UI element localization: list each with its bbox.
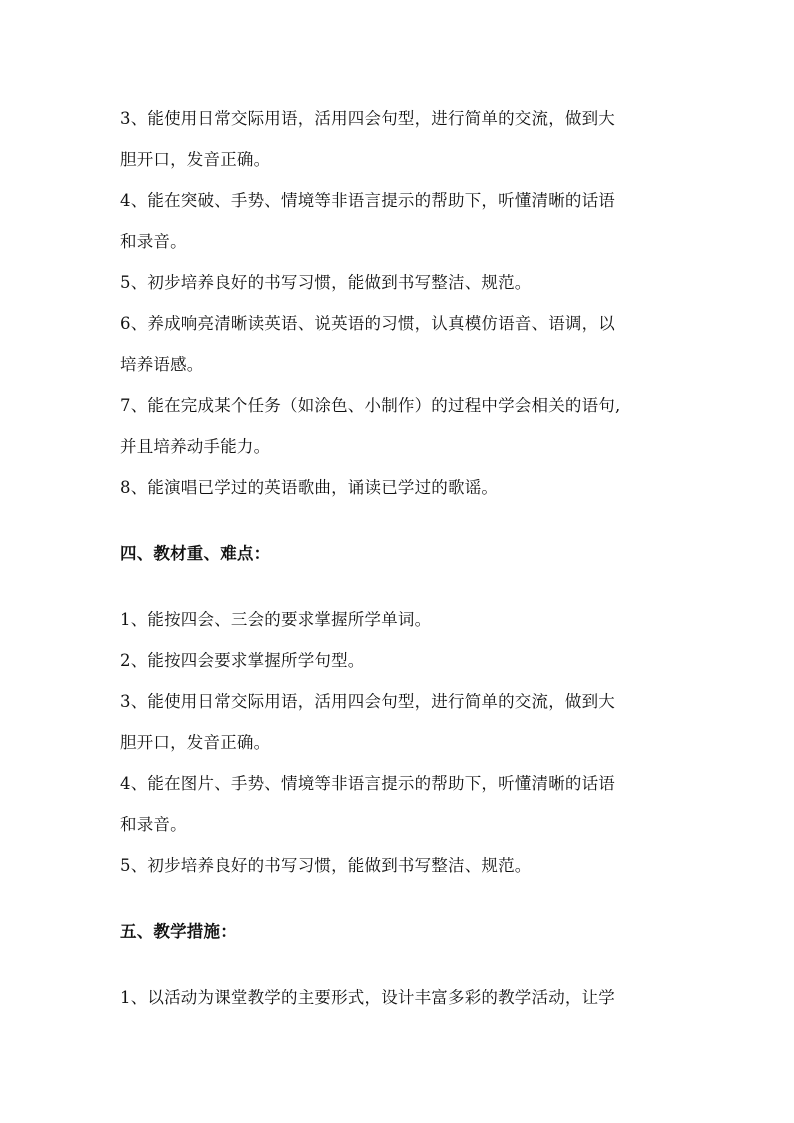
list-item-text: 1、以活动为课堂教学的主要形式，设计丰富多彩的教学活动，让学 (120, 988, 615, 1007)
section-spacer (120, 508, 680, 533)
list-item-text: 4、能在图片、手势、情境等非语言提示的帮助下，听懂清晰的话语 (120, 774, 615, 793)
section-spacer (120, 574, 680, 599)
list-item-text: 8、能演唱已学过的英语歌曲，诵读已学过的歌谣。 (120, 478, 499, 497)
list-item-text: 4、能在突破、手势、情境等非语言提示的帮助下，听懂清晰的话语 (120, 191, 615, 210)
list-item-text: 和录音。 (120, 815, 187, 834)
list-item-text: 3、能使用日常交际用语，活用四会句型，进行简单的交流，做到大 (120, 692, 615, 711)
section-spacer (120, 952, 680, 977)
list-item-text: 胆开口，发音正确。 (120, 733, 271, 752)
list-item-text: 胆开口，发音正确。 (120, 150, 271, 169)
list-item-text: 6、养成响亮清晰读英语、说英语的习惯，认真模仿语音、语调，以 (120, 314, 615, 333)
list-item-text: 3、能使用日常交际用语，活用四会句型，进行简单的交流，做到大 (120, 109, 615, 128)
section-spacer (120, 886, 680, 911)
section-heading: 四、教材重、难点： (120, 544, 271, 563)
list-item-text: 培养语感。 (120, 355, 204, 374)
list-item-text: 5、初步培养良好的书写习惯，能做到书写整洁、规范。 (120, 856, 532, 875)
list-item-text: 并且培养动手能力。 (120, 437, 271, 456)
list-item-text: 5、初步培养良好的书写习惯，能做到书写整洁、规范。 (120, 273, 532, 292)
list-item-text: 7、能在完成某个任务（如涂色、小制作）的过程中学会相关的语句, (120, 396, 621, 415)
document-body (120, 98, 680, 1018)
list-item-text: 和录音。 (120, 232, 187, 251)
section-heading: 五、教学措施： (120, 922, 237, 941)
list-item-text: 1、能按四会、三会的要求掌握所学单词。 (120, 610, 432, 629)
list-item-text: 2、能按四会要求掌握所学句型。 (120, 651, 365, 670)
